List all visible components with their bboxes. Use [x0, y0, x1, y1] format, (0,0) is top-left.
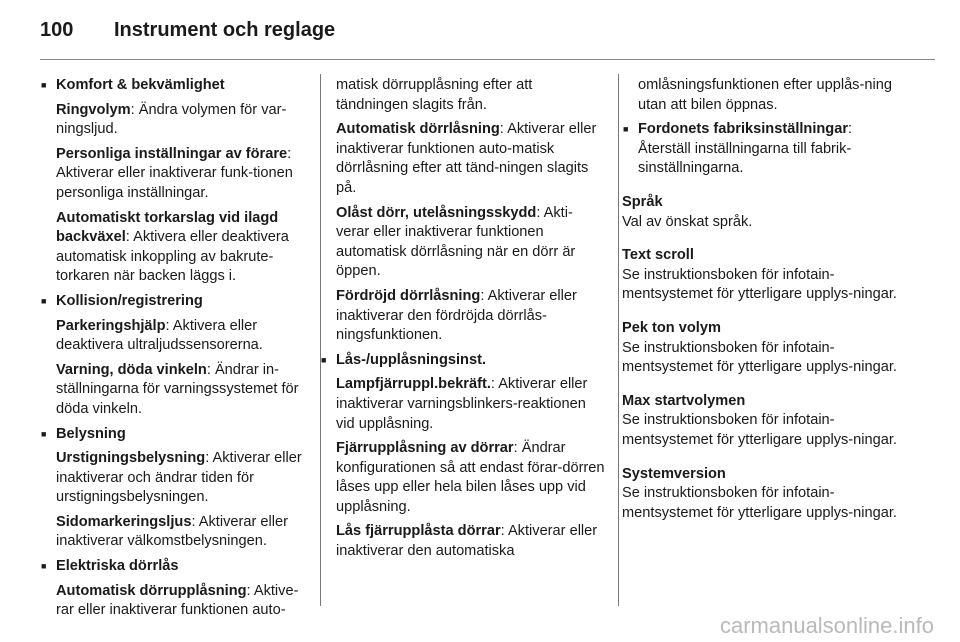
header-rule: [40, 59, 935, 60]
item-system-version: Systemversion Se instruktionsboken för infotain-mentsystemet för ytterligare upplys-ningar.: [622, 465, 897, 521]
auto-unlock-continued: matisk dörrupplåsning efter att tändningen slagits från.: [336, 77, 533, 113]
item-lamp-confirm: Lampfjärruppl.bekräft.: Aktiverar eller inaktiverar varningsblinkers-reaktionen vid upplåsning.: [336, 376, 588, 432]
section-lock-settings: ■ Lås-/upplåsningsinst.: [320, 351, 606, 371]
relock-continued: omlåsningsfunktionen efter upplås-ning utan att bilen öppnas.: [638, 77, 892, 113]
page-number: 100: [40, 19, 74, 41]
column-3: [622, 76, 912, 528]
section-factory-settings: ■ Fordonets fabriksinställningar: Återställ inställningarna till fabrik-sinställningarna.: [622, 120, 912, 179]
item-relock: Lås fjärrupplåsta dörrar: Aktiverar eller inaktiverar den automatiska: [336, 523, 598, 560]
item-delayed-lock: Fördröjd dörrlåsning: Aktiverar eller inaktiverar den fördröjda dörrlås-ningsfunktionen.: [336, 287, 577, 344]
section-lighting: ■ Belysning: [40, 425, 306, 445]
column-2: [336, 76, 606, 567]
section-comfort: ■ Komfort & bekvämlighet: [40, 76, 306, 96]
item-remote-unlock: Fjärrupplåsning av dörrar: Ändrar konfigurationen så att endast förar-dörren låses upp eller hela bilen låses upp vid upplåsning.: [336, 440, 605, 515]
item-unlocked-door: Olåst dörr, utelåsningsskydd: Akti-verar eller inaktiverar funktionen automatisk dörrlåsning när en dörr är öppen.: [336, 204, 576, 280]
section-collision: ■ Kollision/registrering: [40, 292, 306, 312]
item-parking-aid: Parkeringshjälp: Aktivera eller deaktivera ultraljudssensorerna.: [56, 317, 263, 354]
item-ring-volume: Ringvolym: Ändra volymen för var-ningsljud.: [56, 101, 287, 138]
item-text-scroll: Text scroll Se instruktionsboken för infotain-mentsystemet för ytterligare upplys-ningar.: [622, 247, 897, 303]
item-rear-wiper: Automatiskt torkarslag vid ilagd backväxel: Aktivera eller deaktivera automatisk inkoppling av bakrute-torkaren när backen läggs i.: [56, 209, 289, 285]
item-blind-spot: Varning, döda vinkeln: Ändrar in-ställningarna för varningssystemet för döda vinkeln.: [56, 361, 299, 417]
section-electric-locks: ■ Elektriska dörrlås: [40, 557, 306, 577]
page-title: Instrument och reglage: [114, 19, 336, 41]
column-divider-2: [618, 74, 619, 606]
item-personal-settings: Personliga inställningar av förare: Aktiverar eller inaktiverar funk-tionen personliga inställningar.: [56, 145, 293, 201]
page-header: [40, 19, 335, 42]
watermark: carmanualsonline.info: [719, 613, 934, 638]
item-exit-lighting: Urstigningsbelysning: Aktiverar eller inaktiverar och ändrar tiden för urstigningsbelysningen.: [56, 450, 302, 506]
item-auto-lock: Automatisk dörrlåsning: Aktiverar eller inaktiverar funktionen auto-matisk dörrlåsning efter att tänd-ningen slagits på.: [336, 121, 597, 196]
item-side-marker: Sidomarkeringsljus: Aktiverar eller inaktiverar välkomstbelysningen.: [56, 513, 288, 550]
column-1: [40, 76, 306, 626]
item-max-volume: Max startvolymen Se instruktionsboken för infotain-mentsystemet för ytterligare upplys-ningar.: [622, 392, 897, 448]
item-auto-unlock: Automatisk dörrupplåsning: Aktive-rar eller inaktiverar funktionen auto-: [56, 582, 299, 619]
column-divider-1: [320, 74, 321, 606]
item-language: Språk Val av önskat språk.: [622, 193, 753, 230]
item-touch-tone: Pek ton volym Se instruktionsboken för infotain-mentsystemet för ytterligare upplys-ningar.: [622, 319, 897, 376]
